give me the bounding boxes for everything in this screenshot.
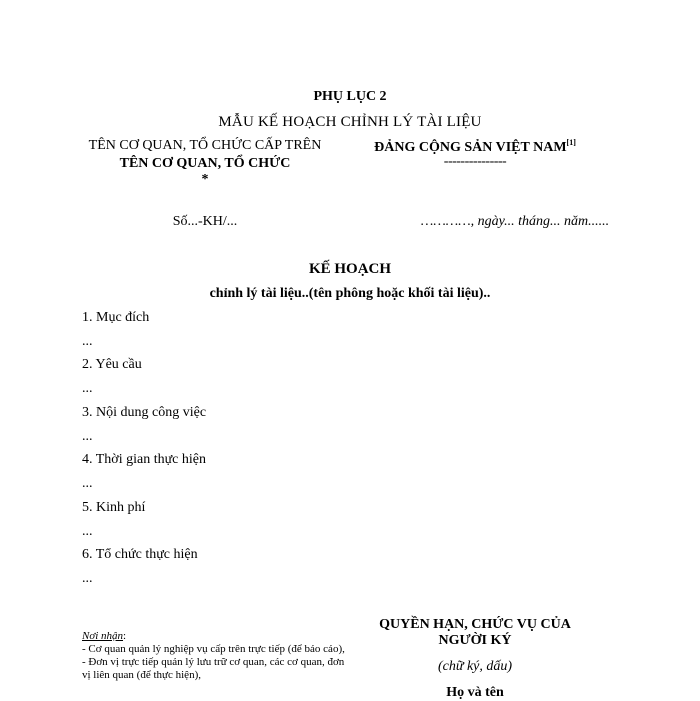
signer-name: Họ và tên <box>446 685 504 700</box>
superior-agency-name: TÊN CƠ QUAN, TỔ CHỨC CẤP TRÊN <box>88 138 322 153</box>
date-place: …………, ngày... tháng... năm...... <box>420 214 610 229</box>
right-header <box>360 138 590 170</box>
section-heading-requirements: 2. Yêu cầu <box>82 357 142 372</box>
recipients-block <box>82 630 352 682</box>
plan-subtitle: chỉnh lý tài liệu..(tên phông hoặc khối tài liệu).. <box>209 286 491 301</box>
signer-block <box>360 617 590 701</box>
document-number: Số...-KH/... <box>172 214 238 229</box>
section-heading-timeline: 4. Thời gian thực hiện <box>82 452 206 467</box>
star-mark: * <box>201 172 209 187</box>
form-title: MẪU KẾ HOẠCH CHỈNH LÝ TÀI LIỆU <box>218 114 482 130</box>
plan-title: KẾ HOẠCH <box>308 261 392 277</box>
recipients-title: Nơi nhận: <box>82 630 127 642</box>
signer-authority: QUYỀN HẠN, CHỨC VỤ CỦA NGƯỜI KÝ <box>379 617 571 648</box>
left-header <box>80 138 330 188</box>
section-content-purpose: ... <box>82 334 93 349</box>
section-heading-organization: 6. Tổ chức thực hiện <box>82 547 198 562</box>
section-content-work-content: ... <box>82 429 93 444</box>
section-content-budget: ... <box>82 524 93 539</box>
footnote-marker: [1] <box>566 138 576 147</box>
appendix-label: PHỤ LỤC 2 <box>313 89 387 104</box>
section-content-timeline: ... <box>82 476 93 491</box>
party-name: ĐẢNG CỘNG SẢN VIỆT NAM[1] <box>374 138 576 155</box>
section-content-requirements: ... <box>82 381 93 396</box>
recipient-item: - Cơ quan quản lý nghiệp vụ cấp trên trực tiếp (để báo cáo), <box>82 643 345 655</box>
recipient-item: - Đơn vị trực tiếp quản lý lưu trữ cơ quan, các cơ quan, đơn vị liên quan (để thực hiện), <box>82 656 345 681</box>
signature-note: (chữ ký, dấu) <box>437 659 513 674</box>
section-heading-work-content: 3. Nội dung công việc <box>82 405 207 420</box>
section-heading-budget: 5. Kinh phí <box>82 500 146 515</box>
section-heading-purpose: 1. Mục đích <box>82 310 150 325</box>
party-divider: --------------- <box>443 154 507 169</box>
section-content-organization: ... <box>82 571 93 586</box>
agency-name: TÊN CƠ QUAN, TỔ CHỨC <box>119 156 291 171</box>
